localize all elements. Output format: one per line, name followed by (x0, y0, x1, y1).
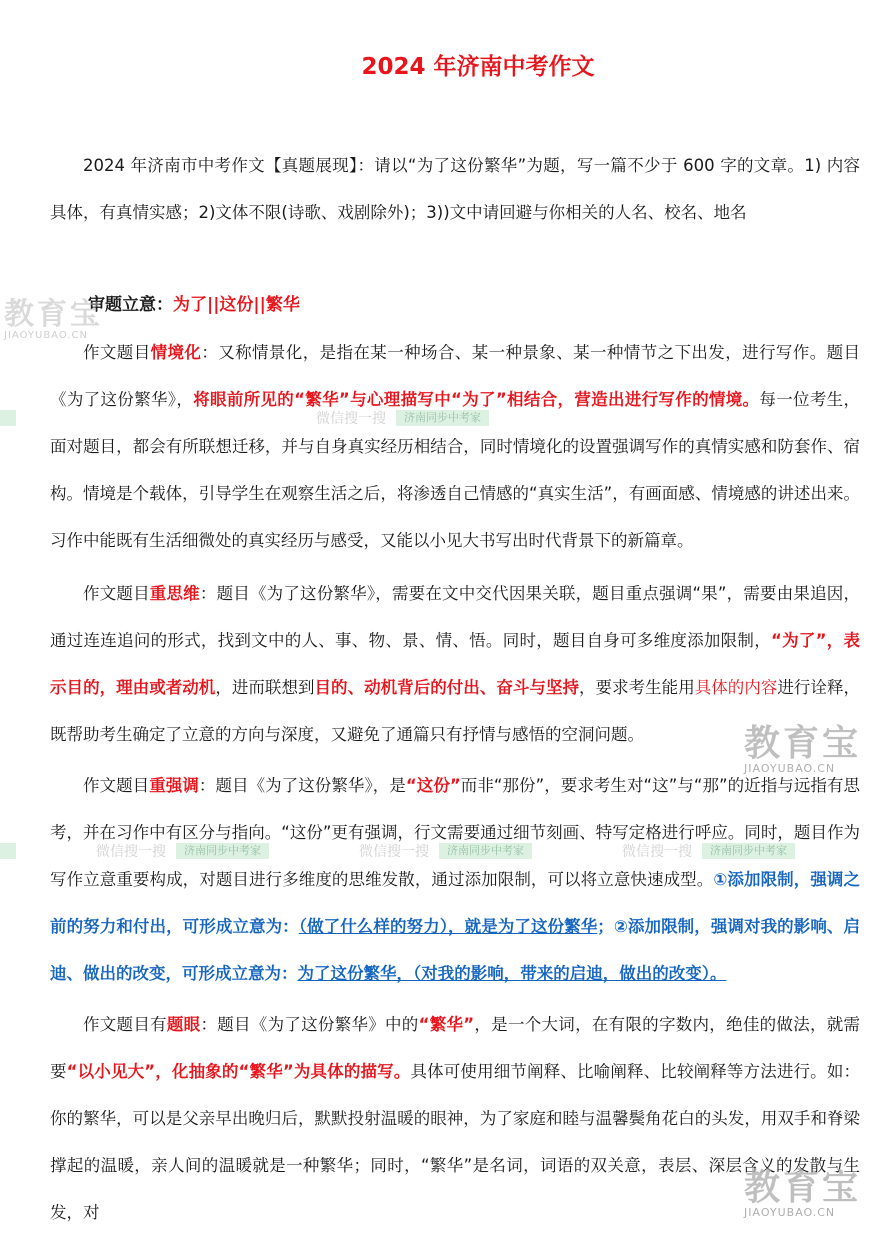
p3-limit-2: ；②添加限制，强调对我的影响、启迪、做出的改变，可形成立意为： (50, 917, 860, 983)
watermark-chip: 济南同步中考家 (176, 843, 269, 859)
p2-emphasis-3: 具体的内容 (694, 678, 778, 697)
watermark-domain: JIAOYUBAO.CN (744, 762, 836, 775)
watermark-search-text: 微信搜一搜 (96, 844, 166, 860)
paragraph-emphasis (50, 762, 860, 997)
p4-keyword: 题眼 (166, 1015, 201, 1034)
paragraph-keyword (50, 1001, 860, 1236)
p1-emphasis: 将眼前所见的“繁华”与心理描写中“为了”相结合，营造出进行写作的情境。 (193, 390, 760, 409)
intro-paragraph (50, 142, 860, 236)
p1-keyword: 情境化 (150, 343, 202, 362)
paragraph-scenario (50, 329, 860, 564)
p3-text-1: 作文题目 (83, 776, 150, 795)
p4-text-4: 具体可使用细节阐释、比喻阐释、比较阐释等方法进行。如：你的繁华，可以是父亲早出晚归后，默默投射温暖的眼神，为了家庭和睦与温馨鬓角花白的头发，用双手和脊梁撑起的温暖，亲人间的温暖就是一种繁华；同时，“繁华”是名词，词语的双关意，表层、深层含义的发散与生发，对 (50, 1062, 860, 1222)
p2-text-1: 作文题目 (83, 584, 150, 603)
p3-keyword: 重强调 (149, 776, 199, 795)
p3-limit-1: ①添加限制，强调之前的努力和付出，可形成立意为： (50, 870, 860, 936)
p4-emphasis-2: “以小见大”，化抽象的“繁华”为具体的描写。 (66, 1062, 411, 1081)
watermark-search-text: 微信搜一搜 (316, 411, 386, 427)
p4-text-2: ：题目《为了这份繁华》中的 (200, 1015, 419, 1034)
watermark-chip: 济南同步中考家 (702, 843, 795, 859)
p3-theme-2: 为了这份繁华，（对我的影响，带来的启迪，做出的改变）。 (297, 964, 727, 983)
intro-text: 2024 年济南市中考作文【真题展现】：请以“为了这份繁华”为题，写一篇不少于 600 字的文章。1) 内容具体，有真情实感；2)文体不限(诗歌、戏剧除外)；3))文中请回避与你相关的人名、校名、地名 (50, 156, 860, 222)
watermark-search-text: 微信搜一搜 (622, 844, 692, 860)
document-title: 2024 年济南中考作文 (361, 54, 595, 80)
p2-emphasis-1: “为了”，表示目的，理由或者动机 (50, 631, 860, 697)
heading-value: 为了||这份||繁华 (173, 295, 300, 315)
p2-emphasis-2: 目的、动机背后的付出、奋斗与坚持 (314, 678, 579, 697)
p3-emphasis: “这份” (405, 776, 461, 795)
p3-text-2: ：题目《为了这份繁华》，是 (198, 776, 406, 795)
p4-text-1: 作文题目有 (83, 1015, 167, 1034)
p1-text-2: ：又称情景化，是指在某一种场合、某一种景象、某一种情节之下出发，进行写作。题目《为了这份繁华》， (50, 343, 861, 409)
watermark-domain: JIAOYUBAO.CN (4, 330, 88, 341)
section-heading (88, 283, 300, 327)
watermark-logo (744, 723, 862, 775)
watermark-brand: 教育宝 (4, 297, 103, 332)
p2-text-2: ：题目《为了这份繁华》，需要在文中交代因果关联，题目重点强调“果”，需要由果追因，通过连连追问的形式，找到文中的人、事、物、景、情、悟。同时，题目自身可多维度添加限制， (50, 584, 861, 650)
p1-text-3: 每一位考生，面对题目，都会有所联想迁移，并与自身真实经历相结合，同时情境化的设置强调写作的真情实感和防套作、宿构。情境是个载体，引导学生在观察生活之后，将渗透自己情感的“真实生活”，有画面感、情境感的讲述出来。习作中能既有生活细微处的真实经历与感受，又能以小见大书写出时代背景下的新篇章。 (50, 390, 861, 550)
p2-text-5: 进行诠释，既帮助考生确定了立意的方向与深度，又避免了通篇只有抒情与感悟的空洞问题。 (50, 678, 860, 744)
p2-text-3: ，进而联想到 (215, 678, 315, 697)
watermark-chip: 济南同步中考家 (439, 843, 532, 859)
p3-theme-1: （做了什么样的努力），就是为了这份繁华 (298, 917, 598, 936)
p2-keyword: 重思维 (149, 584, 200, 603)
watermark-brand: 教育宝 (744, 1167, 862, 1208)
watermark-domain: JIAOYUBAO.CN (744, 1206, 836, 1219)
p2-text-4: ，要求考生能用 (579, 678, 695, 697)
p1-text-1: 作文题目 (83, 343, 151, 362)
watermark-strip (0, 843, 795, 859)
p4-text-3: ，是一个大词，在有限的字数内，绝佳的做法，就需要 (50, 1015, 861, 1081)
watermark-chip: 济南同步中考家 (396, 410, 489, 426)
paragraph-thinking (50, 570, 860, 758)
watermark-logo (744, 1167, 862, 1219)
watermark-strip (0, 410, 489, 426)
watermark-brand: 教育宝 (744, 723, 862, 764)
p3-text-3: 而非“那份”，要求考生对“这”与“那”的近指与远指有思考，并在习作中有区分与指向。“这份”更有强调，行文需要通过细节刻画、特写定格进行呼应。同时，题目作为写作立意重要构成，对题目进行多维度的思维发散，通过添加限制，可以将立意快速成型。 (50, 776, 861, 889)
watermark-logo (4, 297, 103, 341)
watermark-search-text: 微信搜一搜 (359, 844, 429, 860)
heading-label: 审题立意： (88, 295, 173, 315)
p4-emphasis-1: “繁华” (418, 1015, 475, 1034)
